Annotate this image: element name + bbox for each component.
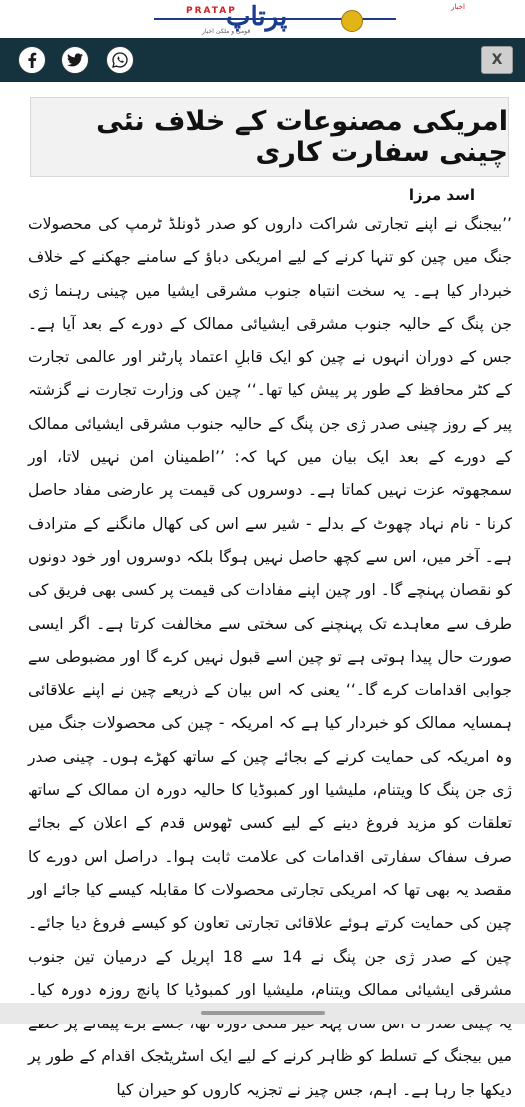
masthead-logo-name: پرتاپ: [226, 2, 288, 32]
close-button[interactable]: [481, 46, 513, 74]
article-byline: اسد مرزا: [408, 186, 475, 204]
newspaper-masthead: [0, 0, 525, 38]
whatsapp-icon: [112, 52, 128, 68]
twitter-icon: [67, 53, 83, 67]
whatsapp-share-button[interactable]: [106, 46, 134, 74]
article-headline: امریکی مصنوعات کے خلاف نئی چینی سفارت کاری: [96, 106, 508, 168]
masthead-tagline: قومی و ملکی اخبار: [202, 28, 251, 35]
scroll-handle[interactable]: [201, 1011, 325, 1015]
headline-banner: [30, 97, 509, 177]
masthead-latin-name: PRATAP: [186, 6, 237, 16]
seal-icon: [341, 10, 363, 32]
share-toolbar: [0, 38, 525, 82]
article-body: ’’بیجنگ نے اپنے تجارتی شراکت داروں کو صدر ڈونلڈ ٹرمپ کی محصولات جنگ میں چین کو تنہا کرنے کے لیے امریکی دباؤ کے سامنے جھکنے کے خلاف خبردار کیا ہے۔ یہ سخت انتباہ جنوب مشرقی ایشیا میں چینی رہنما ژی جن پنگ کے حالیہ جنوب مشرقی ایشیائی ممالک کے دورے کے بعد آیا ہے۔ جس کے دوران انہوں نے چین کو ایک قابلِ اعتماد پارٹنر اور عالمی تجارت کے کٹر محافظ کے طور پر پیش کیا تھا۔‘‘ چین کی وزارت تجارت نے گزشتہ پیر کے روز چینی صدر ژی جن پنگ کے حالیہ جنوب مشرقی ایشیائی ممالک کے دورے کے بعد ایک بیان میں کہا کہ: ’’اطمینان امن نہیں لاتا، اور سمجھوتہ عزت نہیں کماتا ہے۔ دوسروں کی قیمت پر عارضی مفاد حاصل کرنا - نام نہاد چھوٹ کے بدلے - شیر سے اس کی کھال مانگنے کے مترادف ہے۔ آخر میں، اس سے کچھ حاصل نہیں ہوگا بلکہ دوسروں اور خود دونوں کو نقصان پہنچے گا۔ اور چین اپنے مفادات کی قیمت پر کسی بھی فریق کی طرف سے معاہدے تک پہنچنے کی سختی سے مخالفت کرتا ہے۔ اگر ایسی صورت حال پیدا ہوتی ہے تو چین اسے قبول نہیں کرے گا اور مضبوطی سے جوابی اقدامات کرے گا۔‘‘ یعنی کہ اس بیان کے ذریعے چین نے اپنے علاقائی ہمسایہ ممالک کو خبردار کیا ہے کہ امریکہ - چین کی محصولات جنگ میں وہ امریکہ کی حمایت کرنے کے بجائے چین کے ساتھ کھڑے ہوں۔ چینی صدر ژی جن پنگ کا ویتنام، ملیشیا اور کمبوڈیا کا حالیہ دورہ ان ممالک کے ساتھ تعلقات کو مزید فروغ دینے کے لیے کسی ٹھوس قدم کے اعلان کے بجائے صرف سفاک سفارتی اقدامات کی علامت ثابت ہوا۔ دراصل اس دورے کا مقصد یہ بھی تھا کہ امریکی تجارتی محصولات کا مقابلہ کیسے کیا جائے اور چین کی حمایت کرتے ہوئے علاقائی تجارتی تعاون کو کیسے فروغ دیا جائے۔ چین کے صدر ژی جن پنگ نے 14 سے 18 اپریل کے درمیان تین جنوب مشرقی ایشیائی ممالک ویتنام، ملیشیا اور کمبوڈیا کا پانچ روزہ دورہ کیا۔ میں بیجنگ کے تسلط کو ظاہر کرنے کے لیے ایک اسٹریٹجک اقدام کے طور پر دیکھا جا رہا ہے۔ اہم، جس چیز نے تجزیہ کاروں کو حیران کیا: [28, 215, 512, 1099]
close-icon: X: [491, 52, 503, 68]
twitter-share-button[interactable]: [61, 46, 89, 74]
facebook-share-button[interactable]: [18, 46, 46, 74]
masthead-side-tag: اخبار: [451, 3, 465, 11]
facebook-icon: [25, 52, 39, 68]
